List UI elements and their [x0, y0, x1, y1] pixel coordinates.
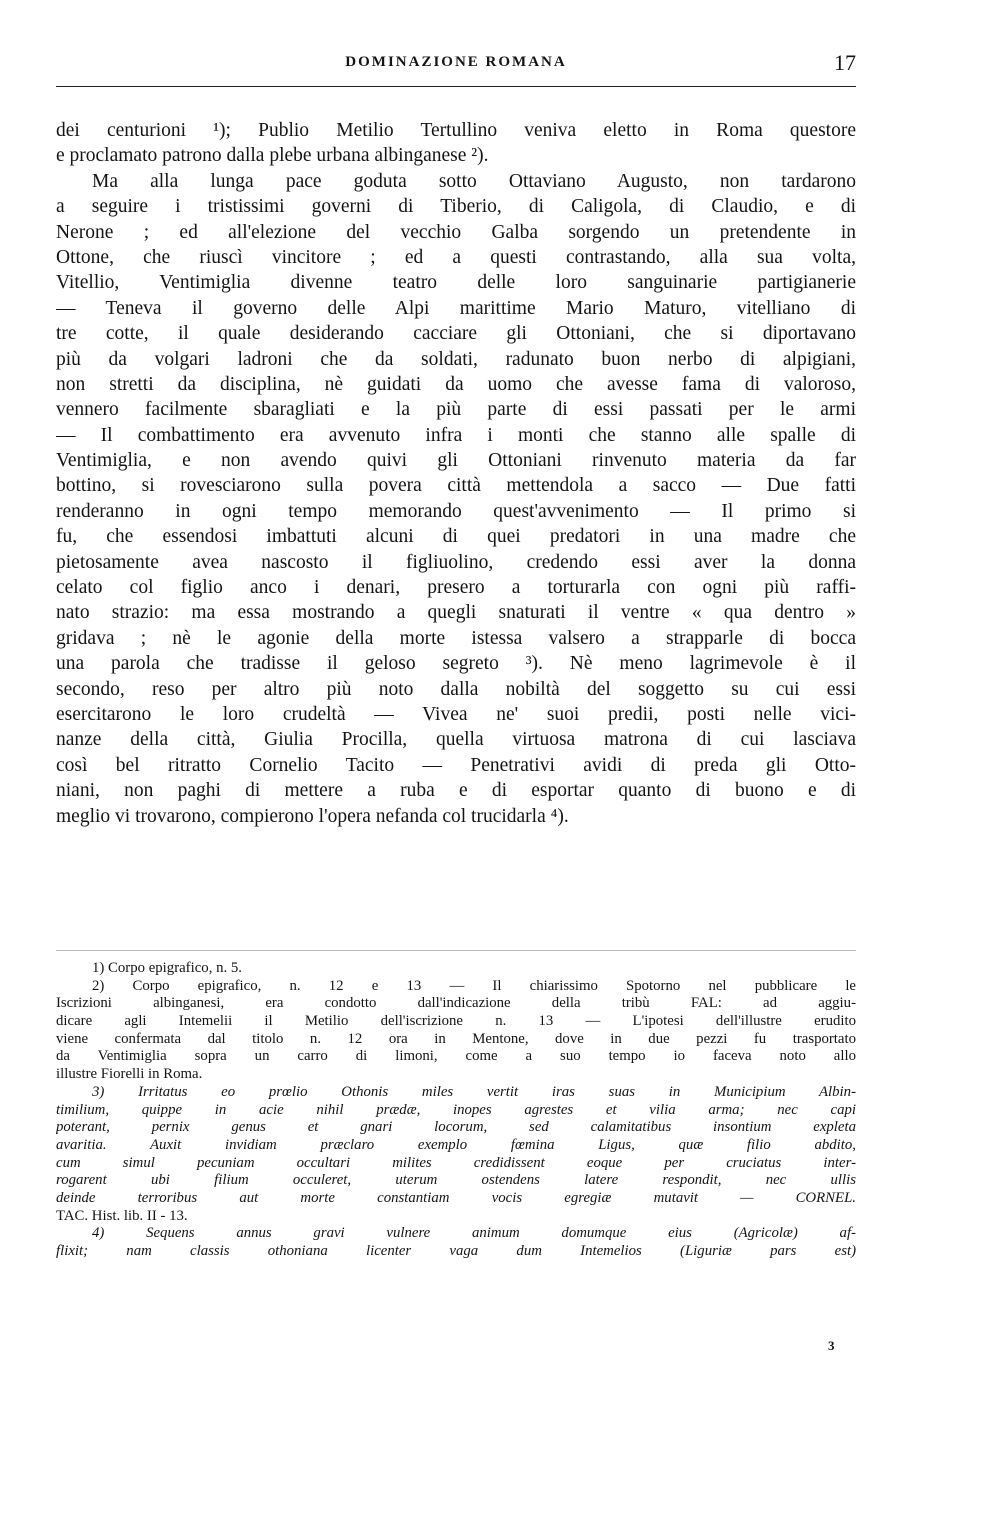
- footnote-line: 2) Corpo epigrafico, n. 12 e 13 — Il chiarissimo Spotorno nel pubblicare le: [92, 977, 856, 994]
- footnote-line: illustre Fiorelli in Roma.: [56, 1066, 203, 1083]
- footnote-line: rogarent ubi filium occuleret, uterum ostendens latere respondit, nec ullis: [56, 1172, 856, 1189]
- text-line: secondo, reso per altro più noto dalla nobiltà del soggetto su cui essi: [56, 678, 856, 700]
- footnote-line: 4) Sequens annus gravi vulnere animum domumque eius (Agricolæ) af-: [92, 1225, 856, 1242]
- text-line: renderanno in ogni tempo memorando quest'avvenimento — Il primo si: [56, 500, 856, 522]
- footnotes: [56, 960, 856, 1261]
- text-line: nato strazio: ma essa mostrando a quegli snaturati il ventre « qua dentro »: [56, 602, 856, 624]
- text-line: gridava ; nè le agonie della morte istessa valsero a strapparle di bocca: [56, 627, 856, 649]
- text-line: più da volgari ladroni che da soldati, radunato buon nerbo di alpigiani,: [56, 348, 856, 370]
- text-line: meglio vi trovarono, compierono l'opera nefanda col trucidarla ⁴).: [56, 805, 569, 827]
- text-line: Nerone ; ed all'elezione del vecchio Galba sorgendo un pretendente in: [56, 221, 856, 243]
- footnote-line: timilium, quippe in acie nihil prædæ, inopes agrestes et vilia arma; nec capi: [56, 1101, 856, 1118]
- text-line: nanze della città, Giulia Procilla, quella virtuosa matrona di cui lasciava: [56, 729, 856, 751]
- text-line: così bel ritratto Cornelio Tacito — Penetrativi avidi di preda gli Otto-: [56, 754, 856, 776]
- text-line: — Teneva il governo delle Alpi marittime Mario Maturo, vitelliano di: [56, 297, 856, 319]
- footnote-line: TAC. Hist. lib. II - 13.: [56, 1207, 188, 1224]
- footnote-line: 1) Corpo epigrafico, n. 5.: [92, 960, 242, 976]
- text-line: una parola che tradisse il geloso segreto ³). Nè meno lagrimevole è il: [56, 653, 856, 675]
- signature-mark: 3: [828, 1338, 835, 1353]
- text-line: fu, che essendosi imbattuti alcuni di quei predatori in una madre che: [56, 526, 856, 548]
- text-line: non stretti da disciplina, nè guidati da uomo che avesse fama di valoroso,: [56, 373, 856, 395]
- text-line: Vitellio, Ventimiglia divenne teatro delle loro sanguinarie partigianerie: [56, 272, 856, 294]
- text-line: tre cotte, il quale desiderando cacciare gli Ottoniani, che si diportavano: [56, 323, 856, 345]
- text-line: celato col figlio anco i denari, presero a torturarla con ogni più raffi-: [56, 577, 856, 599]
- text-line: pietosamente avea nascosto il figliuolino, credendo essi aver la donna: [56, 551, 856, 573]
- page-header: [56, 48, 856, 87]
- footnote-line: deinde terroribus aut morte constantiam vocis egregiæ mutavit — CORNEL.: [56, 1189, 856, 1206]
- text-line: Ottone, che riuscì vincitore ; ed a questi contrastando, alla sua volta,: [56, 246, 856, 268]
- text-line: e proclamato patrono dalla plebe urbana albinganese ²).: [56, 145, 489, 167]
- text-line: dei centurioni ¹); Publio Metilio Tertullino veniva eletto in Roma questore: [56, 120, 856, 141]
- text-line: a seguire i tristissimi governi di Tiberio, di Caligola, di Claudio, e di: [56, 196, 856, 218]
- text-line: bottino, si rovesciarono sulla povera città mettendola a sacco — Due fatti: [56, 475, 856, 497]
- text-line: — Il combattimento era avvenuto infra i monti che stanno alle spalle di: [56, 424, 856, 446]
- main-text: [56, 118, 856, 829]
- footnote-line: dicare agli Intemelii il Metilio dell'iscrizione n. 13 — L'ipotesi dell'illustre erudito: [56, 1013, 856, 1030]
- footnote-line: da Ventimiglia sopra un carro di limoni, come a suo tempo io faceva noto allo: [56, 1048, 856, 1065]
- text-line: Ma alla lunga pace goduta sotto Ottaviano Augusto, non tardarono: [92, 170, 856, 192]
- page-number: 17: [834, 50, 856, 75]
- footnote-line: Iscrizioni albinganesi, era condotto dall'indicazione della tribù FAL: ad aggiu-: [56, 995, 856, 1012]
- footnote-line: cum simul pecuniam occultari milites credidissent eoque per cruciatus inter-: [56, 1154, 856, 1171]
- footnote-line: flixit; nam classis othoniana licenter vaga dum Intemelios (Liguriæ pars est): [56, 1243, 856, 1259]
- footnote-line: viene confermata dal titolo n. 12 ora in Mentone, dove in due pezzi fu trasportato: [56, 1030, 856, 1047]
- text-line: vennero facilmente sbaragliati e la più parte di essi passati per le armi: [56, 399, 856, 421]
- text-line: niani, non paghi di mettere a ruba e di esportar quanto di buono e di: [56, 780, 856, 802]
- running-title: DOMINAZIONE ROMANA: [345, 54, 567, 70]
- footnote-line: avaritia. Auxit invidiam præclaro exemplo fœmina Ligus, quæ filio abdito,: [56, 1136, 856, 1153]
- text-line: Ventimiglia, e non avendo quivi gli Ottoniani rinvenuto materia da far: [56, 450, 856, 472]
- footnote-line: 3) Irritatus eo prœlio Othonis miles vertit iras suas in Municipium Albin-: [92, 1083, 856, 1100]
- footnote-line: poterant, pernix genus et gnari locorum, sed calamitatibus insontium expleta: [56, 1119, 856, 1136]
- text-line: esercitarono le loro crudeltà — Vivea ne' suoi predii, posti nelle vici-: [56, 703, 856, 725]
- footnote-separator: [56, 950, 856, 951]
